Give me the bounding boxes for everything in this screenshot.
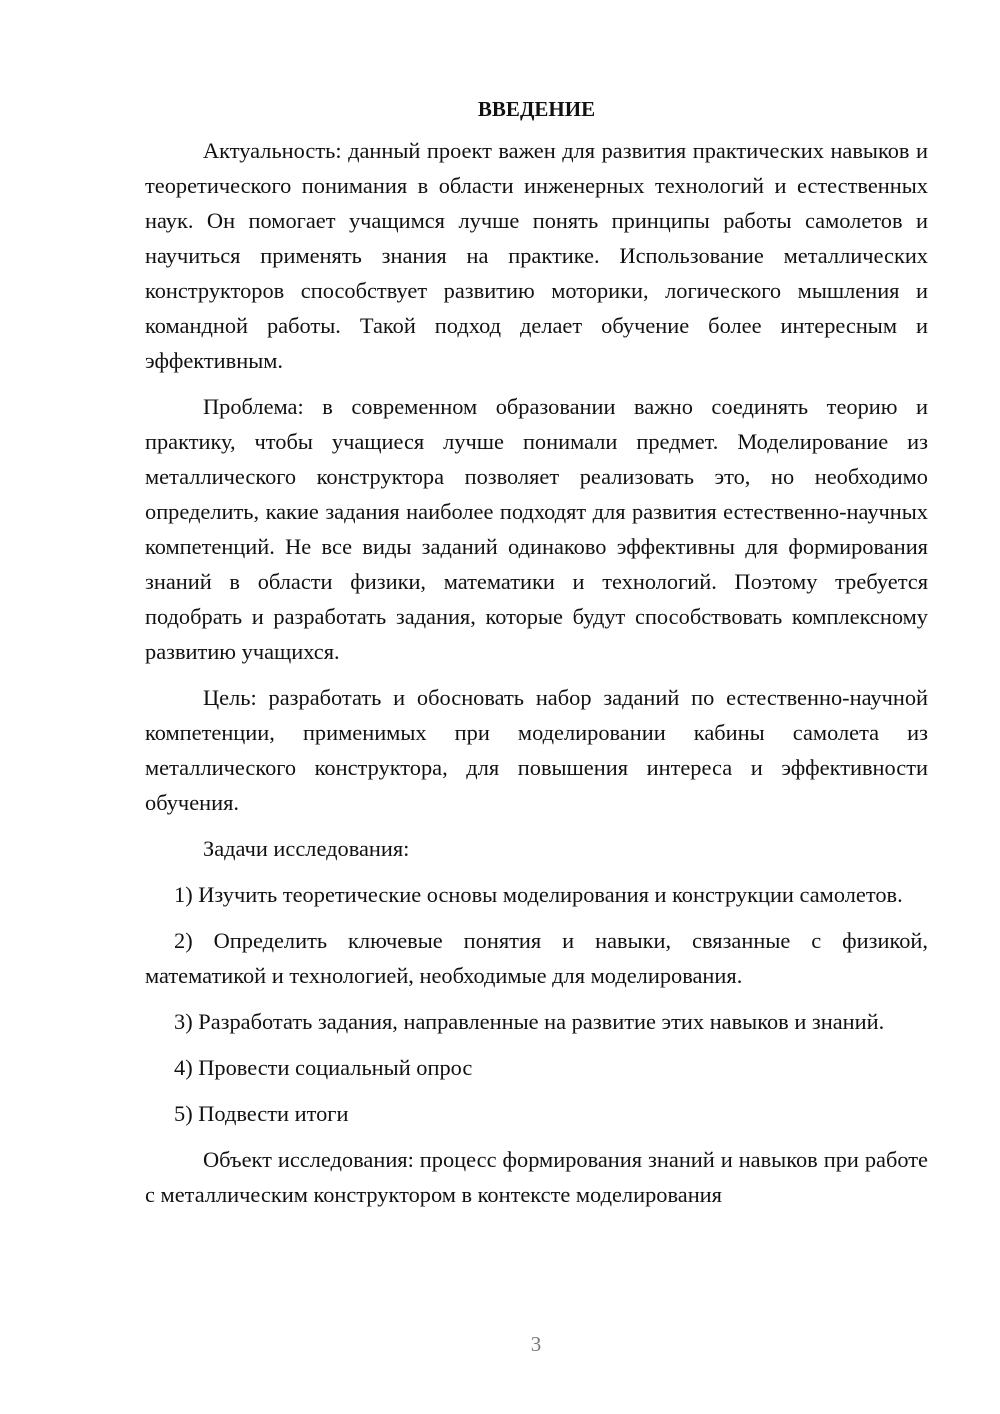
- task-item: 2) Определить ключевые понятия и навыки, связанные с физикой, математикой и технологией, необходимые для моделирования.: [145, 928, 928, 988]
- task-item: 3) Разработать задания, направленные на развитие этих навыков и знаний.: [174, 1009, 885, 1034]
- document-body: [145, 94, 928, 1223]
- page-number: 3: [530, 1332, 542, 1356]
- task-item: 1) Изучить теоретические основы моделирования и конструкции самолетов.: [174, 882, 903, 907]
- task-item: 5) Подвести итоги: [174, 1101, 349, 1126]
- paragraph-problem: Проблема: в современном образовании важно соединять теорию и практику, чтобы учащиеся лучше понимали предмет. Моделирование из металлического конструктора позволяет реализовать это, но необходимо определить, какие задания наиболее подходят для развития естественно-научных компетенций. Не все виды заданий одинаково эффективны для формирования знаний в области физики, математики и технологий. Поэтому требуется подобрать и разработать задания, которые будут способствовать комплексному развитию учащихся.: [145, 394, 928, 664]
- paragraph-goal: Цель: разработать и обосновать набор заданий по естественно-научной компетенции, применимых при моделировании кабины самолета из металлического конструктора, для повышения интереса и эффективности обучения.: [145, 685, 928, 815]
- tasks-heading: Задачи исследования:: [203, 836, 410, 861]
- section-title: ВВЕДЕНИЕ: [477, 97, 596, 121]
- task-item: 4) Провести социальный опрос: [174, 1055, 473, 1080]
- paragraph-object: Объект исследования: процесс формирования знаний и навыков при работе с металлическим конструктором в контексте моделирования: [145, 1147, 928, 1207]
- paragraph-relevance: Актуальность: данный проект важен для развития практических навыков и теоретического понимания в области инженерных технологий и естественных наук. Он помогает учащимся лучше понять принципы работы самолетов и научиться применять знания на практике. Использование металлических конструкторов способствует развитию моторики, логического мышления и командной работы. Такой подход делает обучение более интересным и эффективным.: [145, 138, 928, 373]
